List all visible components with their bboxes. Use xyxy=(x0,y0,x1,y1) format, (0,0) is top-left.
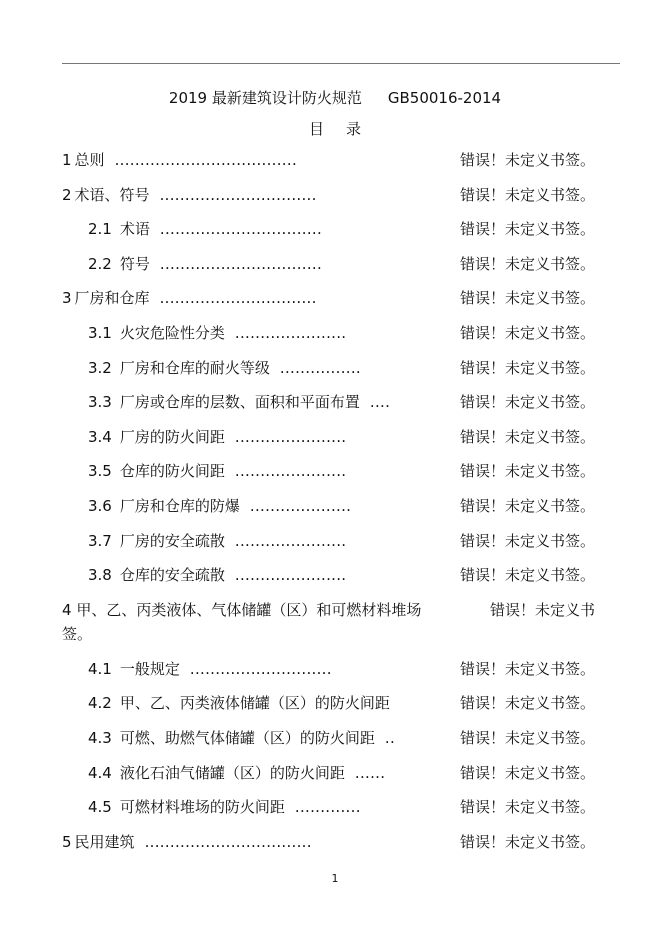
toc-entry-number: 5 xyxy=(62,832,72,851)
toc-leader-dots: .. xyxy=(384,728,396,747)
toc-entry-title: 术语、符号 xyxy=(74,185,150,204)
toc-entry[interactable] xyxy=(62,143,620,178)
toc-entry-title: 可燃材料堆场的防火间距 xyxy=(119,798,285,817)
toc-entry-number: 3 xyxy=(62,289,72,308)
toc-entry-number: 4.2 xyxy=(88,694,112,713)
toc-entry-ref: 错误！未定义书签。 xyxy=(460,763,596,782)
toc-entry-number: 1 xyxy=(62,151,72,169)
toc-entry-number: 3.4 xyxy=(88,427,112,446)
toc-entry-title: 厂房的防火间距 xyxy=(119,427,225,446)
document-title xyxy=(0,87,670,108)
toc-entry-ref: 错误！未定义书签。 xyxy=(460,462,596,481)
toc-leader-dots: ............................ xyxy=(189,659,332,678)
toc-entry-label xyxy=(62,598,490,622)
toc-entry-number: 4.5 xyxy=(88,798,112,817)
toc-entry-number: 3.3 xyxy=(88,393,112,412)
toc-leader-dots: ................ xyxy=(279,358,361,377)
toc-entry-ref: 错误！未定义书签。 xyxy=(460,254,596,273)
toc-entry-title: 厂房和仓库的耐火等级 xyxy=(119,358,270,377)
toc-entry-number: 2.1 xyxy=(88,220,112,239)
toc-entry-title: 甲、乙、丙类液体储罐（区）的防火间距 xyxy=(119,694,390,713)
toc-entry-number: 2.2 xyxy=(88,254,112,273)
toc-entry[interactable] xyxy=(62,385,620,420)
toc-entry-number: 4.1 xyxy=(88,659,112,678)
toc-entry[interactable] xyxy=(62,489,620,524)
toc-entry-number: 3.8 xyxy=(88,566,112,585)
toc-entry[interactable] xyxy=(62,558,620,593)
toc-entry-ref: 错误！未定义书签。 xyxy=(460,798,596,817)
toc-entry-title: 总则 xyxy=(74,151,105,169)
toc-leader-dots: ...................... xyxy=(234,427,347,446)
toc-entry-title: 液化石油气储罐（区）的防火间距 xyxy=(119,763,345,782)
toc-entry[interactable] xyxy=(62,454,620,489)
toc-leader-dots: ................................ xyxy=(159,220,323,239)
toc-entry[interactable] xyxy=(62,756,620,791)
toc-entry-number: 3.5 xyxy=(88,462,112,481)
toc-heading: 目录 xyxy=(308,120,383,138)
toc-entry-number: 4.4 xyxy=(88,763,112,782)
toc-entry-title: 符号 xyxy=(119,254,150,273)
toc-entry-number: 3.1 xyxy=(88,323,112,342)
toc-entry[interactable] xyxy=(62,790,620,825)
toc-entry-ref: 错误！未定义书签。 xyxy=(460,496,596,515)
toc-leader-dots: ............. xyxy=(294,798,361,817)
toc-entry-number: 4 xyxy=(62,600,72,619)
toc-entry-ref: 错误！未定义书签。 xyxy=(460,393,596,412)
toc-leader-dots: ...................... xyxy=(234,531,347,550)
toc-entry[interactable] xyxy=(62,593,607,652)
toc-entry[interactable] xyxy=(62,316,620,351)
toc-entry-ref: 错误！未定义书签。 xyxy=(460,659,596,678)
toc-entry-number: 3.7 xyxy=(88,531,112,550)
title-text: 2019 最新建筑设计防火规范 xyxy=(168,89,362,107)
toc-entry-ref: 错误！未定义书签。 xyxy=(460,220,596,239)
toc-leader-dots: .................... xyxy=(249,496,352,515)
toc-entry-title: 厂房和仓库 xyxy=(74,289,150,308)
toc-entry-title: 仓库的安全疏散 xyxy=(119,566,225,585)
toc-entry-ref: 错误！未定义书签。 xyxy=(460,358,596,377)
toc-entry-ref: 错误！未定义书签。 xyxy=(460,427,596,446)
toc-leader-dots: ............................... xyxy=(159,185,317,204)
toc-leader-dots: ...................... xyxy=(234,323,347,342)
table-of-contents xyxy=(62,143,620,859)
toc-entry[interactable] xyxy=(62,420,620,455)
toc-entry-title: 可燃、助燃气体储罐（区）的防火间距 xyxy=(119,728,375,747)
toc-entry-title: 厂房和仓库的防爆 xyxy=(119,496,240,515)
toc-entry[interactable] xyxy=(62,686,620,721)
toc-entry-title: 厂房或仓库的层数、面积和平面布置 xyxy=(119,393,360,412)
toc-entry[interactable] xyxy=(62,524,620,559)
toc-leader-dots: ............................... xyxy=(159,289,317,308)
toc-entry[interactable] xyxy=(62,212,620,247)
toc-entry-number: 3.6 xyxy=(88,496,112,515)
toc-leader-dots: .... xyxy=(369,393,391,412)
standard-code: GB50016-2014 xyxy=(387,89,502,107)
toc-entry-number: 3.2 xyxy=(88,358,112,377)
toc-entry-title: 民用建筑 xyxy=(74,832,135,851)
header-rule xyxy=(62,63,620,64)
toc-entry-number: 2 xyxy=(62,185,72,204)
toc-entry-ref: 错误！未定义书签。 xyxy=(460,566,596,585)
toc-leader-dots: ................................. xyxy=(144,832,312,851)
toc-entry-ref: 错误！未定义书签。 xyxy=(460,185,596,204)
toc-entry-ref: 错误！未定义书签。 xyxy=(460,531,596,550)
toc-entry-ref: 错误！未定义书签。 xyxy=(460,832,596,851)
toc-entry[interactable] xyxy=(62,721,620,756)
toc-entry-ref: 错误！未定义书签。 xyxy=(460,151,596,169)
toc-entry[interactable] xyxy=(62,825,620,860)
toc-entry-ref: 错误！未定义书签。 xyxy=(62,600,596,643)
toc-entry-title: 甲、乙、丙类液体、气体储罐（区）和可燃材料堆场 xyxy=(76,600,422,619)
toc-entry-title: 火灾危险性分类 xyxy=(119,323,225,342)
toc-leader-dots: ...................... xyxy=(234,462,347,481)
toc-entry-number: 4.3 xyxy=(88,728,112,747)
toc-entry-title: 仓库的防火间距 xyxy=(119,462,225,481)
toc-leader-dots: .................................... xyxy=(114,151,298,169)
toc-entry-title: 厂房的安全疏散 xyxy=(119,531,225,550)
toc-entry-ref: 错误！未定义书签。 xyxy=(460,289,596,308)
toc-leader-dots: ...................... xyxy=(234,566,347,585)
toc-leader-dots: ...... xyxy=(354,763,386,782)
toc-entry-ref: 错误！未定义书签。 xyxy=(460,323,596,342)
toc-entry[interactable] xyxy=(62,247,620,282)
toc-entry[interactable] xyxy=(62,178,620,213)
toc-entry[interactable] xyxy=(62,351,620,386)
toc-entry-ref: 错误！未定义书签。 xyxy=(460,728,596,747)
page-number: 1 xyxy=(331,872,339,885)
toc-entry-title: 一般规定 xyxy=(119,659,180,678)
toc-entry-ref: 错误！未定义书签。 xyxy=(460,694,596,713)
toc-entry[interactable] xyxy=(62,652,620,687)
toc-entry[interactable] xyxy=(62,281,620,316)
toc-leader-dots: ................................ xyxy=(159,254,323,273)
toc-entry-title: 术语 xyxy=(119,220,150,239)
